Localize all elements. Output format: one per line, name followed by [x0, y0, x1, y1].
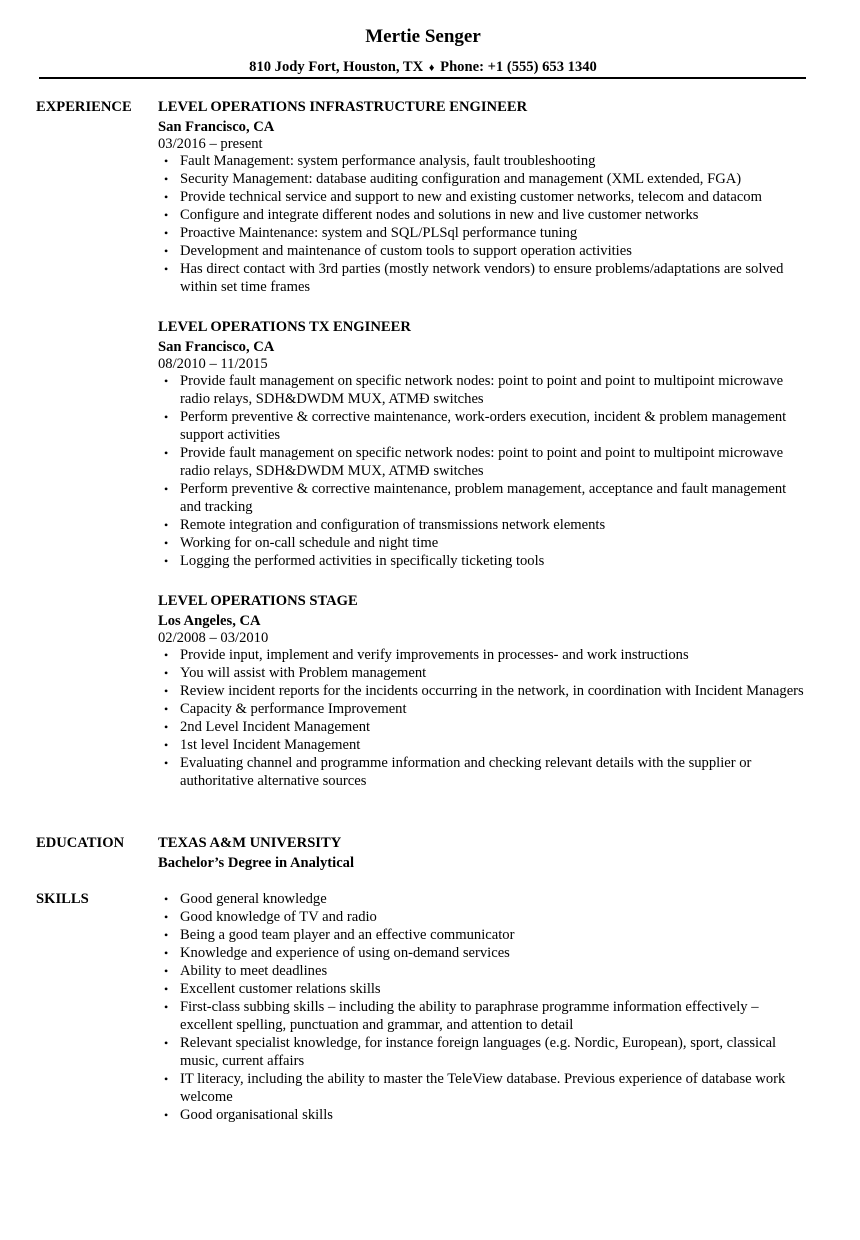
list-item: • Review incident reports for the incidents occurring in the network, in coordination with Incident Managers	[164, 683, 804, 699]
bullet-icon: •	[164, 648, 169, 662]
job-bullets	[158, 646, 808, 790]
list-item: • Provide fault management on specific network nodes: point to point and point to multipoint microwave radio relays, SDH&DWDM MUX, ATMÐ switches	[164, 445, 784, 479]
job-bullets	[158, 372, 808, 570]
job-bullets	[158, 152, 808, 296]
list-item: • Good knowledge of TV and radio	[164, 909, 377, 925]
bullet-icon: •	[164, 172, 169, 186]
job-title: LEVEL OPERATIONS INFRASTRUCTURE ENGINEER	[158, 99, 528, 115]
bullet-icon: •	[164, 910, 169, 924]
bullet-icon: •	[164, 244, 169, 258]
list-item: • Evaluating channel and programme information and checking relevant details with the supplier or authoritative alternative sources	[164, 755, 752, 789]
job-location: San Francisco, CA	[158, 119, 275, 135]
list-item: • Capacity & performance Improvement	[164, 701, 407, 717]
list-item: • Perform preventive & corrective maintenance, problem management, acceptance and fault management and tracking	[164, 481, 787, 515]
list-item: • Being a good team player and an effective communicator	[164, 927, 515, 943]
list-item: • Provide technical service and support to new and existing customer networks, telecom and datacom	[164, 189, 762, 205]
bullet-icon: •	[164, 756, 169, 770]
bullet-icon: •	[164, 226, 169, 240]
bullet-icon: •	[164, 946, 169, 960]
bullet-icon: •	[164, 208, 169, 222]
job-dates: 08/2010 – 11/2015	[158, 356, 268, 372]
bullet-icon: •	[164, 964, 169, 978]
skills-list	[158, 890, 808, 1124]
list-item: • Working for on-call schedule and night time	[164, 535, 439, 551]
list-item: • Provide input, implement and verify improvements in processes- and work instructions	[164, 647, 689, 663]
list-item: • Remote integration and configuration of transmissions network elements	[164, 517, 606, 533]
school-name: TEXAS A&M UNIVERSITY	[158, 835, 342, 851]
job-title: LEVEL OPERATIONS TX ENGINEER	[158, 319, 411, 335]
job-dates: 03/2016 – present	[158, 136, 263, 152]
list-item: • Has direct contact with 3rd parties (mostly network vendors) to ensure problems/adaptations are solved within set time frames	[164, 261, 784, 295]
list-item: • Perform preventive & corrective maintenance, work-orders execution, incident & problem management support activities	[164, 409, 787, 443]
bullet-icon: •	[164, 928, 169, 942]
bullet-icon: •	[164, 982, 169, 996]
candidate-name: Mertie Senger	[365, 26, 481, 47]
list-item: • Logging the performed activities in specifically ticketing tools	[164, 553, 545, 569]
list-item: • Configure and integrate different nodes and solutions in new and live customer networks	[164, 207, 699, 223]
section-label-experience: EXPERIENCE	[36, 99, 132, 115]
list-item: • You will assist with Problem management	[164, 665, 427, 681]
bullet-icon: •	[164, 684, 169, 698]
job-entry	[158, 98, 808, 296]
job-entry	[158, 318, 808, 570]
list-item: • Knowledge and experience of using on-demand services	[164, 945, 510, 961]
list-item: • Excellent customer relations skills	[164, 981, 381, 997]
degree: Bachelor’s Degree in Analytical	[158, 855, 355, 871]
bullet-icon: •	[164, 738, 169, 752]
header-divider	[39, 77, 806, 79]
bullet-icon: •	[164, 536, 169, 550]
bullet-icon: •	[164, 518, 169, 532]
list-item: • Ability to meet deadlines	[164, 963, 328, 979]
list-item: • Proactive Maintenance: system and SQL/PLSql performance tuning	[164, 225, 578, 241]
bullet-icon: •	[164, 892, 169, 906]
bullet-icon: •	[164, 446, 169, 460]
bullet-icon: •	[164, 410, 169, 424]
list-item: • Fault Management: system performance analysis, fault troubleshooting	[164, 153, 596, 169]
bullet-icon: •	[164, 1036, 169, 1050]
bullet-icon: •	[164, 482, 169, 496]
diamond-separator-icon: ♦	[428, 62, 435, 74]
list-item: • 2nd Level Incident Management	[164, 719, 371, 735]
bullet-icon: •	[164, 374, 169, 388]
address: 810 Jody Fort, Houston, TX	[249, 59, 424, 75]
list-item: • Provide fault management on specific network nodes: point to point and point to multipoint microwave radio relays, SDH&DWDM MUX, ATMÐ switches	[164, 373, 784, 407]
contact-line	[0, 58, 846, 77]
bullet-icon: •	[164, 666, 169, 680]
bullet-icon: •	[164, 1108, 169, 1122]
bullet-icon: •	[164, 1000, 169, 1014]
education-section	[158, 834, 808, 872]
list-item: • Good general knowledge	[164, 891, 327, 907]
job-location: San Francisco, CA	[158, 339, 275, 355]
job-location: Los Angeles, CA	[158, 613, 261, 629]
phone: Phone: +1 (555) 653 1340	[440, 59, 597, 75]
experience-section	[158, 98, 808, 790]
bullet-icon: •	[164, 262, 169, 276]
list-item: • IT literacy, including the ability to master the TeleView database. Previous experience of database work welcome	[164, 1071, 786, 1105]
list-item: • Security Management: database auditing configuration and management (XML extended, FGA)	[164, 171, 742, 187]
section-label-education: EDUCATION	[36, 835, 125, 851]
job-entry	[158, 592, 808, 790]
list-item: • First-class subbing skills – including the ability to paraphrase programme information effectively – excellent spelling, punctuation and grammar, and attention to detail	[164, 999, 759, 1033]
job-dates: 02/2008 – 03/2010	[158, 630, 269, 646]
list-item: • 1st level Incident Management	[164, 737, 361, 753]
skills-section	[158, 890, 808, 1124]
bullet-icon: •	[164, 190, 169, 204]
section-label-skills: SKILLS	[36, 891, 89, 907]
bullet-icon: •	[164, 702, 169, 716]
list-item: • Relevant specialist knowledge, for instance foreign languages (e.g. Nordic, European), sport, classical music, current affairs	[164, 1035, 777, 1069]
bullet-icon: •	[164, 154, 169, 168]
bullet-icon: •	[164, 720, 169, 734]
list-item: • Good organisational skills	[164, 1107, 333, 1123]
list-item: • Development and maintenance of custom tools to support operation activities	[164, 243, 632, 259]
bullet-icon: •	[164, 1072, 169, 1086]
job-title: LEVEL OPERATIONS STAGE	[158, 593, 358, 609]
bullet-icon: •	[164, 554, 169, 568]
